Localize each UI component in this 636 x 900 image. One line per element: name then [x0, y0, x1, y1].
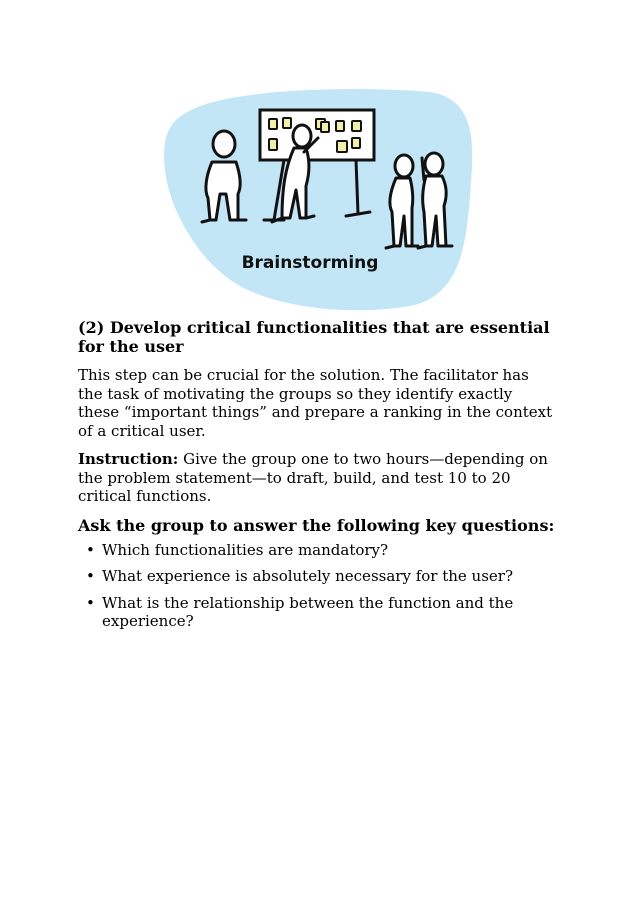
question-text: Which functionalities are mandatory?	[102, 540, 389, 559]
instruction-paragraph	[78, 450, 556, 506]
bullet-icon: •	[86, 567, 95, 585]
list-item	[78, 541, 556, 560]
instruction-label: Instruction:	[78, 450, 179, 468]
instruction-text: Give the group one to two hours—depending on the problem statement—to draft, build, and test 10 to 20 critical functions.	[78, 450, 548, 505]
brainstorming-illustration	[160, 86, 478, 312]
intro-paragraph: This step can be crucial for the solution. The facilitator has the task of motivating the groups so they identify exactly these “important things” and prepare a ranking in the context of a critical user.	[78, 366, 553, 440]
list-item	[78, 594, 556, 631]
content	[78, 318, 556, 639]
question-text: What experience is absolutely necessary for the user?	[102, 567, 513, 585]
section-title: (2) Develop critical functionalities that are essential for the user	[78, 318, 550, 356]
questions-heading: Ask the group to answer the following key questions:	[78, 515, 555, 535]
bullet-icon: •	[86, 540, 95, 559]
bullet-icon: •	[86, 593, 95, 612]
list-item	[78, 567, 556, 586]
question-text: What is the relationship between the function and the experience?	[102, 593, 514, 630]
questions-list	[78, 541, 556, 631]
illustration-caption: Brainstorming	[241, 253, 379, 273]
